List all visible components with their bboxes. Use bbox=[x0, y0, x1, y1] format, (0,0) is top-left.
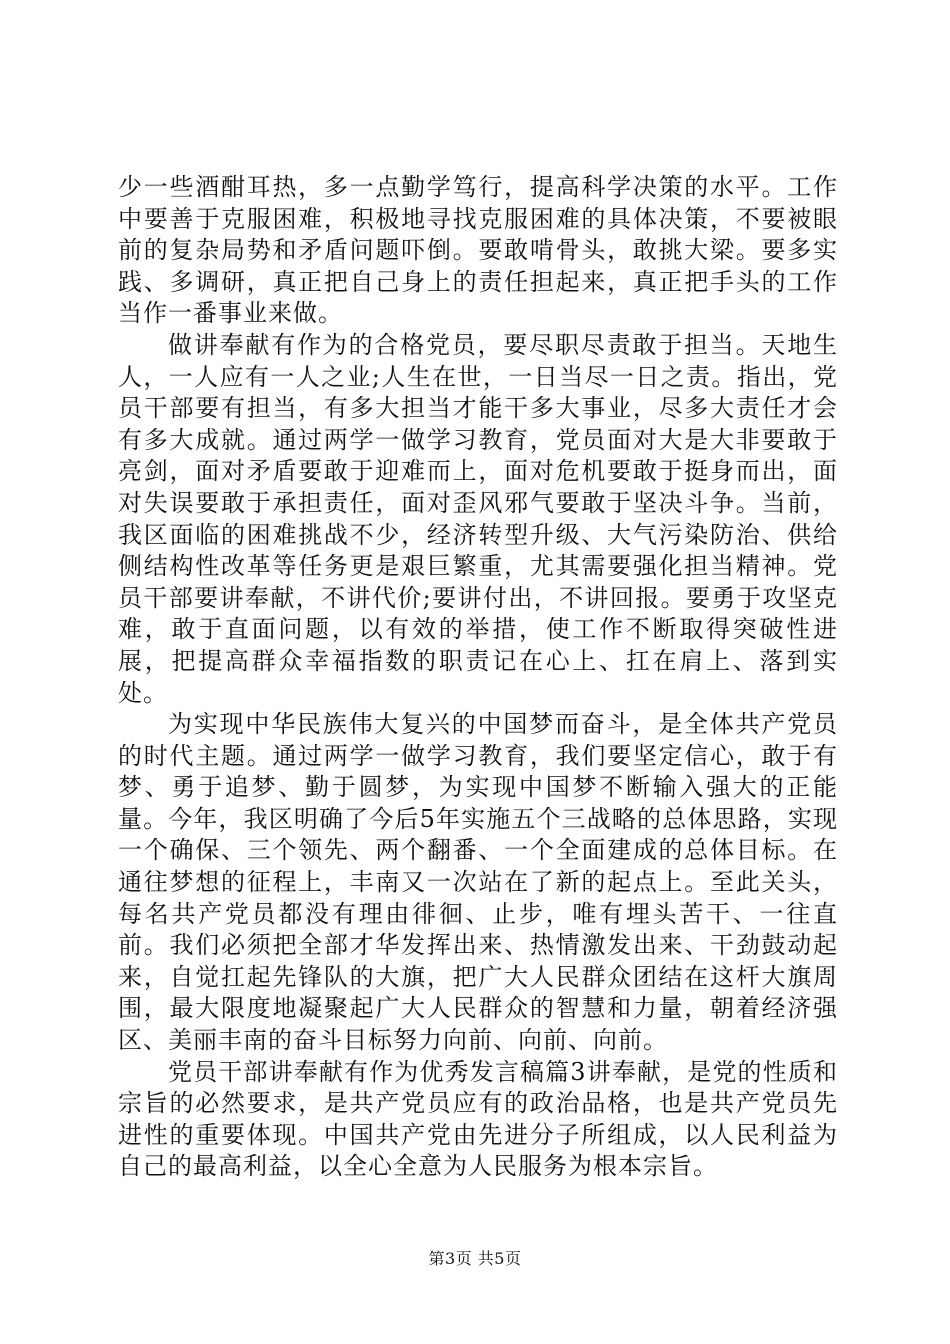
page-number-footer: 第3页 共5页 bbox=[428, 1249, 522, 1268]
paragraph-1: 少一些酒酣耳热，多一点勤学笃行，提高科学决策的水平。工作中要善于克服困难，积极地寻找克服困难的具体决策，不要被眼前的复杂局势和矛盾问题吓倒。要敢啃骨头，敢挑大梁。要多实践、多调研，真正把自己身上的责任担起来，真正把手头的工作当作一番事业来做。 bbox=[118, 173, 838, 328]
paragraph-2: 做讲奉献有作为的合格党员，要尽职尽责敢于担当。天地生人，一人应有一人之业;人生在世，一日当尽一日之责。指出，党员干部要有担当，有多大担当才能干多大事业，尽多大责任才会有多大成就。通过两学一做学习教育，党员面对大是大非要敢于亮剑，面对矛盾要敢于迎难而上，面对危机要敢于挺身而出，面对失误要敢于承担责任，面对歪风邪气要敢于坚决斗争。当前，我区面临的困难挑战不少，经济转型升级、大气污染防治、供给侧结构性改革等任务更是艰巨繁重，尤其需要强化担当精神。党员干部要讲奉献，不讲代价;要讲付出，不讲回报。要勇于攻坚克难，敢于直面问题，以有效的举措，使工作不断取得突破性进展，把提高群众幸福指数的职责记在心上、扛在肩上、落到实处。 bbox=[118, 330, 838, 707]
document-body bbox=[118, 172, 838, 1183]
paragraph-3: 为实现中华民族伟大复兴的中国梦而奋斗，是全体共产党员的时代主题。通过两学一做学习教育，我们要坚定信心，敢于有梦、勇于追梦、勤于圆梦，为实现中国梦不断输入强大的正能量。今年，我区明确了今后5年实施五个三战略的总体思路，实现一个确保、三个领先、两个翻番、一个全面建成的总体目标。在通往梦想的征程上，丰南又一次站在了新的起点上。至此关头，每名共产党员都没有理由徘徊、止步，唯有埋头苦干、一往直前。我们必须把全部才华发挥出来、热情激发出来、干劲鼓动起来，自觉扛起先锋队的大旗，把广大人民群众团结在这杆大旗周围，最大限度地凝聚起广大人民群众的智慧和力量，朝着经济强区、美丽丰南的奋斗目标努力向前、向前、向前。 bbox=[118, 710, 838, 1055]
paragraph-4: 党员干部讲奉献有作为优秀发言稿篇3讲奉献，是党的性质和宗旨的必然要求，是共产党员应有的政治品格，也是共产党员先进性的重要体现。中国共产党由先进分子所组成，以人民利益为自己的最高利益，以全心全意为人民服务为根本宗旨。 bbox=[118, 1057, 838, 1181]
